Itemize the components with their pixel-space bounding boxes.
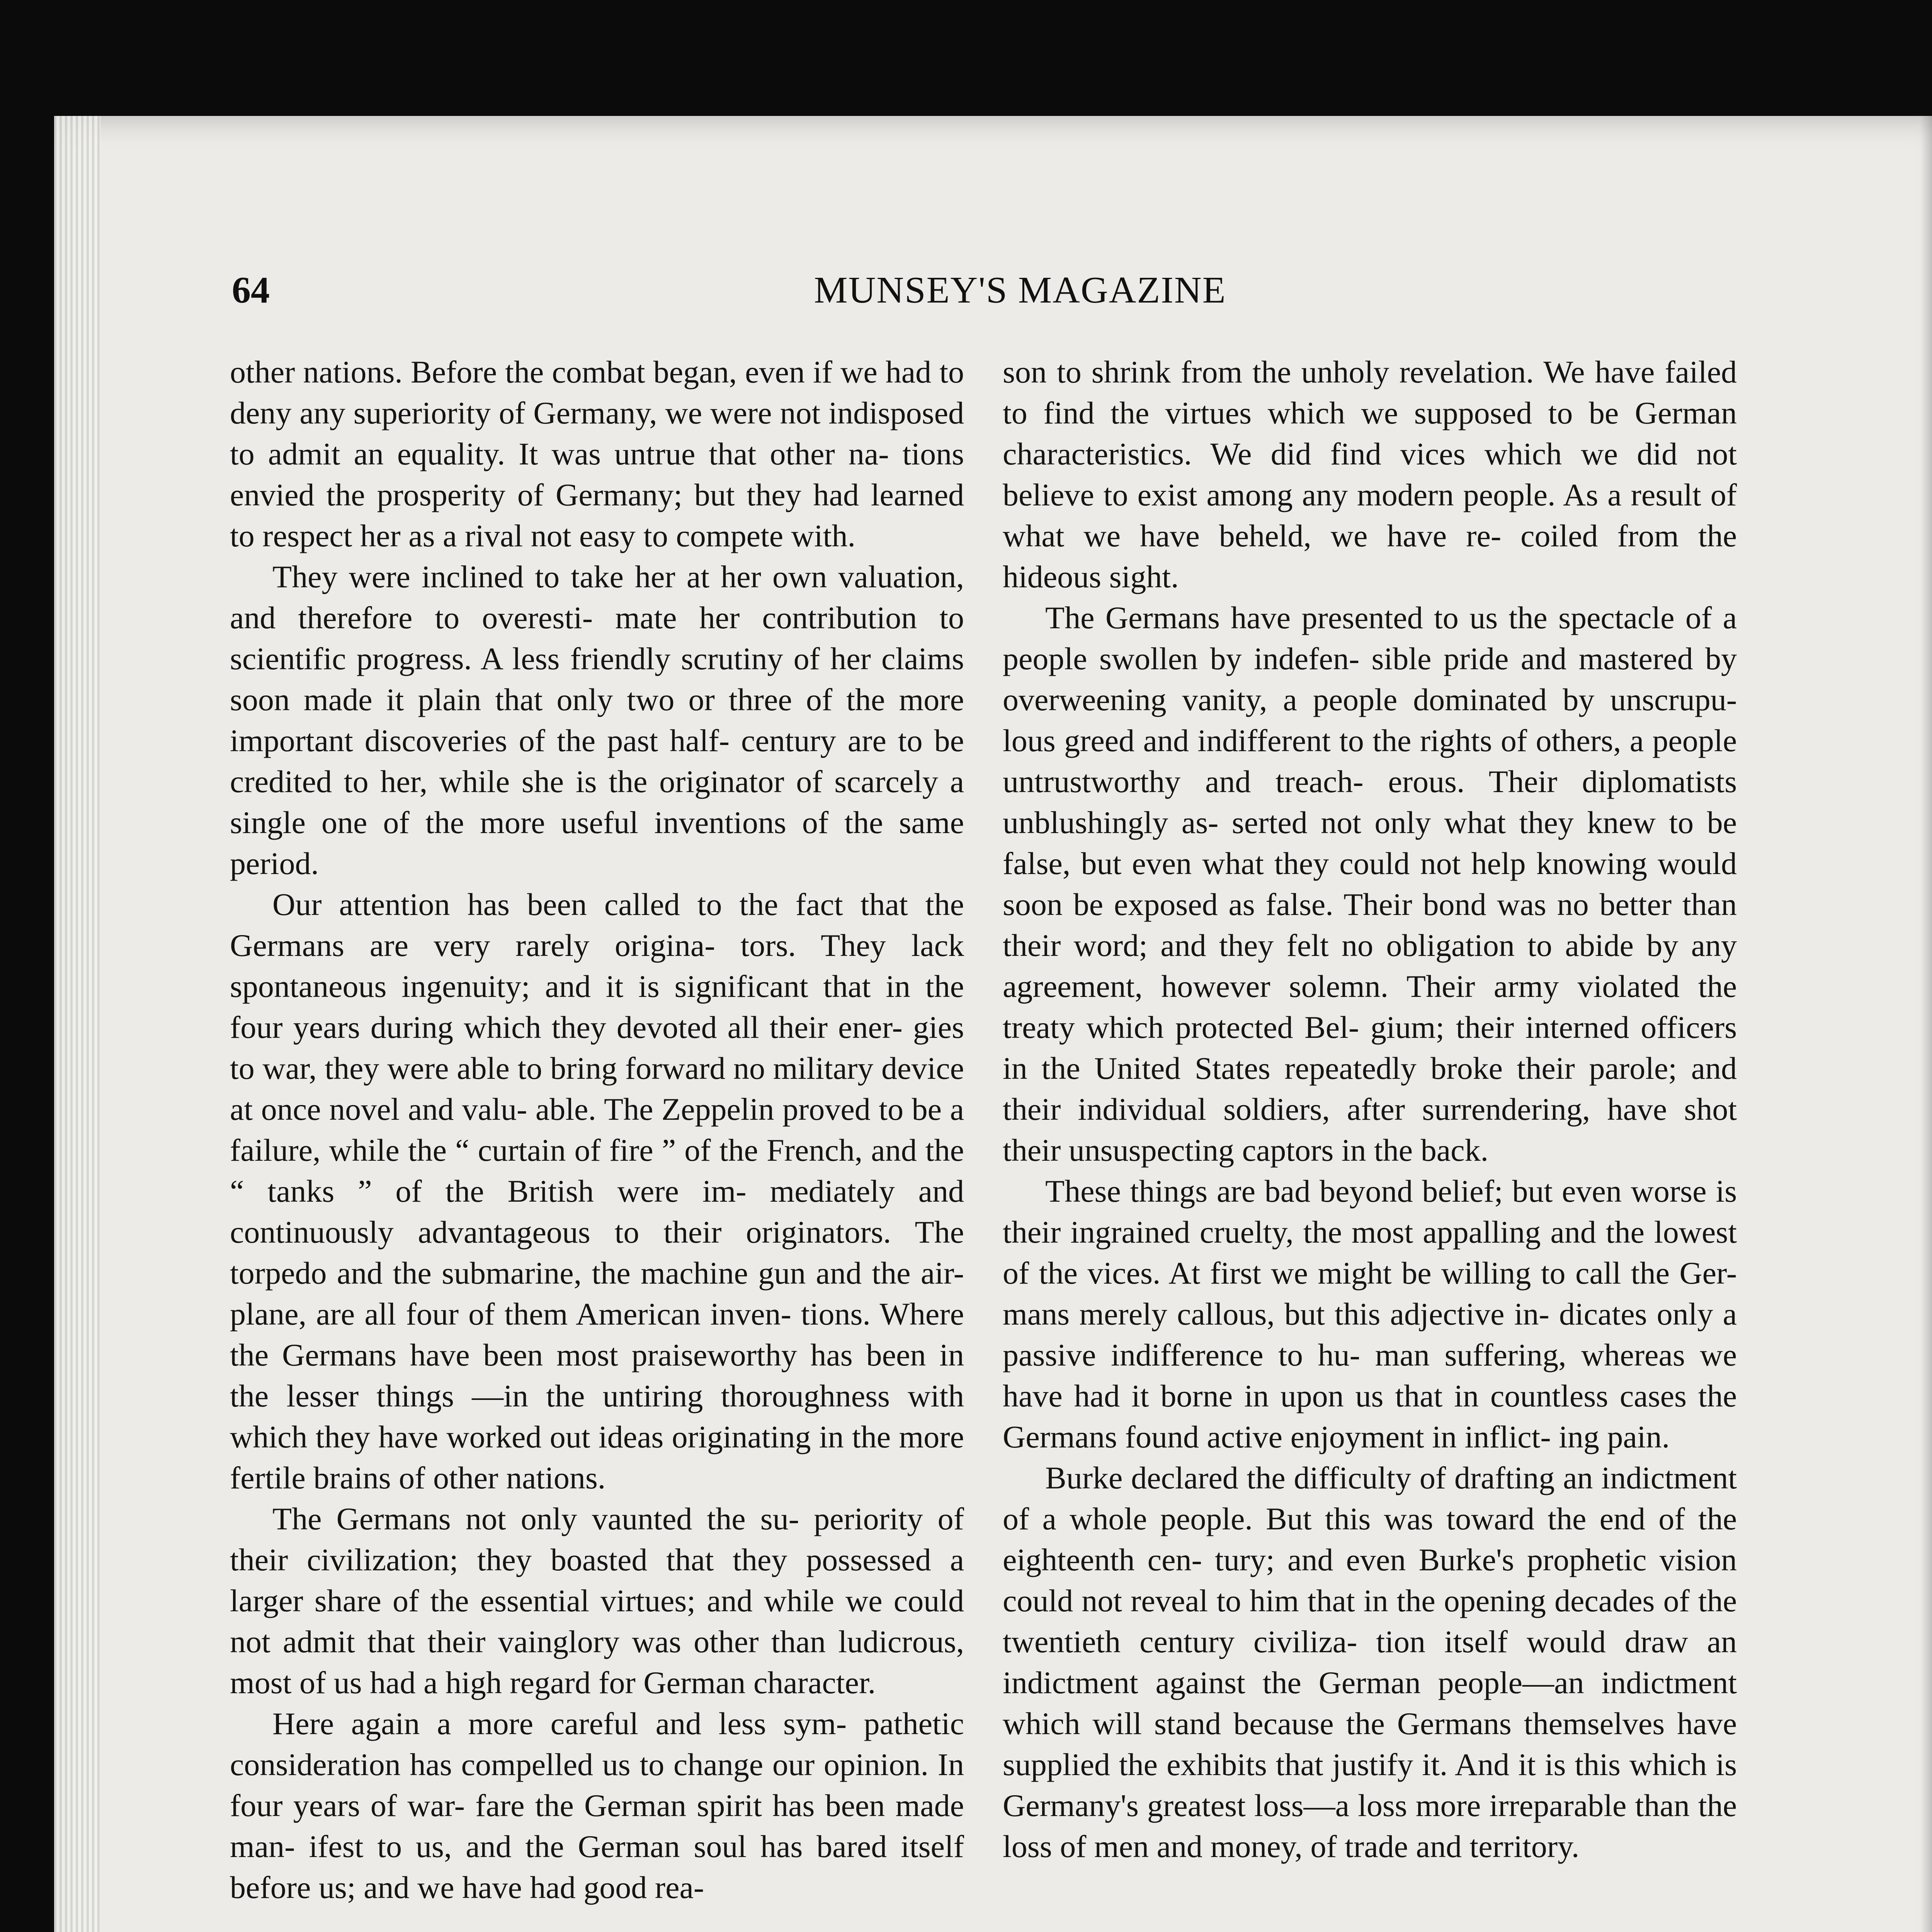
binding-shadow — [1920, 116, 1932, 1932]
paragraph: Here again a more careful and less sym- pathetic consideration has compelled us to change our opinion. In four years of war- fare the German spirit has been made man- ifest to us, and the German soul has bared itself before us; and we have had good rea- — [230, 1706, 964, 1905]
right-column — [1003, 352, 1737, 1867]
paragraph: other nations. Before the combat began, even if we had to deny any superiority of Germany, we were not indisposed to admit an equality. It was untrue that other na- tions envied the prosperity of Germany; but they had learned to respect her as a rival not easy to compete with. — [230, 354, 964, 553]
paragraph: These things are bad beyond belief; but even worse is their ingrained cruelty, the most appalling and the lowest of the vices. At first we might be willing to call the Ger- mans merely callous, but this adjective in- dicates only a passive indifference to hu- man suffering, whereas we have had it borne in upon us that in countless cases the Germans found active enjoyment in inflict- ing pain. — [1003, 1173, 1737, 1454]
page-number: 64 — [232, 269, 270, 311]
paragraph: The Germans have presented to us the spectacle of a people swollen by indefen- sible pride and mastered by overweening vanity, a people dominated by unscrupu- lous greed and indifferent to the rights of others, a people untrustworthy and treach- erous. Their diplomatists unblushingly as- serted not only what they knew to be false, but even what they could not help knowing would soon be exposed as false. Their bond was no better than their word; and they felt no obligation to abide by any agreement, however solemn. Their army violated the treaty which protected Bel- gium; their interned officers in the United States repeatedly broke their parole; and their individual soldiers, after surrendering, have shot their unsuspecting captors in the back. — [1003, 600, 1737, 1168]
left-column — [230, 352, 964, 1908]
paragraph: Our attention has been called to the fact that the Germans are very rarely origina- tors. They lack spontaneous ingenuity; and it is significant that in the four years during which they devoted all their ener- gies to war, they were able to bring forward no military device at once novel and valu- able. The Zeppelin proved to be a failure, while the “ curtain of fire ” of the French, and the “ tanks ” of the British were im- mediately and continuously advantageous to their originators. The torpedo and the submarine, the machine gun and the air- plane, are all four of them American inven- tions. Where the Germans have been most praiseworthy has been in the lesser things —in the untiring thoroughness with which they have worked out ideas originating in the more fertile brains of other nations. — [230, 887, 964, 1495]
running-head: MUNSEY'S MAGAZINE — [814, 269, 1226, 311]
paragraph: Burke declared the difficulty of drafting an indictment of a whole people. But this was toward the end of the eighteenth cen- tury; and even Burke's prophetic vision could not reveal to him that in the opening decades of the twentieth century civiliza- tion itself would draw an indictment against the German people—an indictment which will stand because the Germans themselves have supplied the exhibits that justify it. And it is this which is Germany's greatest loss—a loss more irreparable than the loss of men and money, of trade and territory. — [1003, 1460, 1737, 1864]
paragraph: The Germans not only vaunted the su- periority of their civilization; they boasted that they possessed a larger share of the essential virtues; and while we could not admit that their vainglory was other than ludicrous, most of us had a high regard for German character. — [230, 1501, 964, 1700]
paragraph: They were inclined to take her at her own valuation, and therefore to overesti- mate her contribution to scientific progress. A less friendly scrutiny of her claims soon made it plain that only two or three of the more important discoveries of the past half- century are to be credited to her, while she is the originator of scarcely a single one of the more useful inventions of the same period. — [230, 559, 964, 881]
page-header — [232, 269, 1808, 323]
magazine-page — [54, 116, 1932, 1932]
paragraph: son to shrink from the unholy revelation. We have failed to find the virtues which we supposed to be German characteristics. We did find vices which we did not believe to exist among any modern people. As a result of what we have beheld, we have re- coiled from the hideous sight. — [1003, 354, 1737, 594]
page-edge-stack — [54, 116, 100, 1932]
article-body — [230, 352, 1814, 1932]
